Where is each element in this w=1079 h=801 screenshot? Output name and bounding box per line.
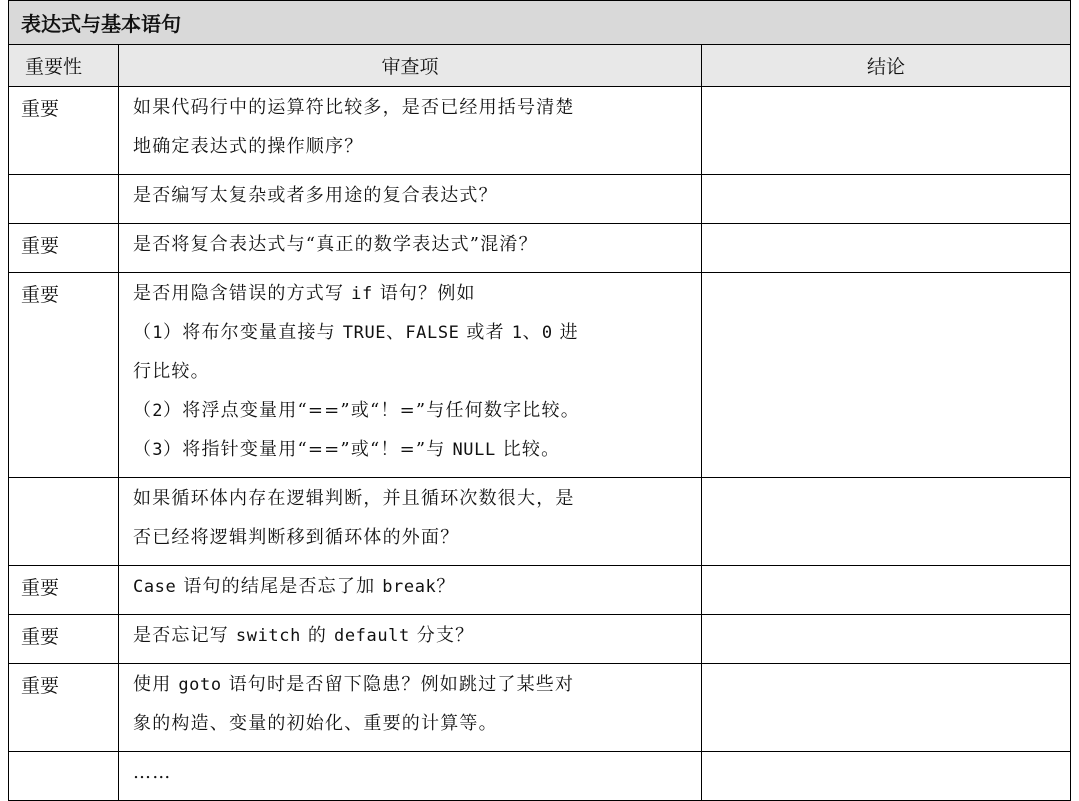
- header-importance: 重要性: [9, 45, 119, 87]
- conclusion-cell[interactable]: [702, 566, 1071, 615]
- review-item-line: 是否将复合表达式与“真正的数学表达式”混淆？: [133, 234, 538, 255]
- review-item-line: 地确定表达式的操作顺序？: [133, 136, 364, 157]
- table-row: [9, 566, 1071, 615]
- conclusion-cell[interactable]: [702, 615, 1071, 664]
- header-row: [9, 45, 1071, 87]
- importance-cell: [9, 175, 119, 224]
- section-title-row: [9, 1, 1071, 45]
- importance-cell: [9, 478, 119, 566]
- importance-cell: [9, 752, 119, 801]
- review-item-line: 否已经将逻辑判断移到循环体的外面？: [133, 527, 460, 548]
- table-row: [9, 175, 1071, 224]
- conclusion-cell[interactable]: [702, 224, 1071, 273]
- review-item-line: 如果代码行中的运算符比较多，是否已经用括号清楚: [133, 97, 575, 118]
- importance-cell: 重要: [9, 224, 119, 273]
- conclusion-cell[interactable]: [702, 273, 1071, 478]
- header-conclusion: 结论: [702, 45, 1071, 87]
- code-review-table: [8, 0, 1071, 801]
- conclusion-cell[interactable]: [702, 478, 1071, 566]
- header-review-item: 审查项: [119, 45, 702, 87]
- review-item-cell: [119, 273, 702, 478]
- conclusion-cell[interactable]: [702, 664, 1071, 752]
- review-item-line: ……: [133, 762, 172, 783]
- conclusion-cell[interactable]: [702, 752, 1071, 801]
- importance-cell: 重要: [9, 87, 119, 175]
- review-item-line: 是否忘记写 switch 的 default 分支？: [133, 625, 475, 646]
- review-item-cell: [119, 224, 702, 273]
- review-item-cell: [119, 615, 702, 664]
- review-item-line: Case 语句的结尾是否忘了加 break？: [133, 576, 456, 597]
- importance-cell: 重要: [9, 566, 119, 615]
- table-row: [9, 478, 1071, 566]
- review-item-line: （2）将浮点变量用“==”或“！=”与任何数字比较。: [133, 400, 580, 421]
- table-row: [9, 615, 1071, 664]
- review-item-cell: [119, 566, 702, 615]
- review-item-cell: [119, 87, 702, 175]
- conclusion-cell[interactable]: [702, 87, 1071, 175]
- conclusion-cell[interactable]: [702, 175, 1071, 224]
- section-title: 表达式与基本语句: [9, 1, 1071, 45]
- review-item-line: 如果循环体内存在逻辑判断，并且循环次数很大，是: [133, 488, 575, 509]
- review-item-line: 是否编写太复杂或者多用途的复合表达式？: [133, 185, 498, 206]
- table-row: [9, 752, 1071, 801]
- review-item-line: 是否用隐含错误的方式写 if 语句？例如: [133, 283, 476, 304]
- table-row: [9, 87, 1071, 175]
- review-item-line: 使用 goto 语句时是否留下隐患？例如跳过了某些对: [133, 674, 575, 695]
- review-item-line: （3）将指针变量用“==”或“！=”与 NULL 比较。: [133, 439, 561, 460]
- importance-cell: 重要: [9, 664, 119, 752]
- table-row: [9, 224, 1071, 273]
- review-item-cell: [119, 664, 702, 752]
- review-item-cell: [119, 752, 702, 801]
- review-item-line: （1）将布尔变量直接与 TRUE、FALSE 或者 1、0 进: [133, 322, 579, 343]
- review-item-cell: [119, 478, 702, 566]
- importance-cell: 重要: [9, 273, 119, 478]
- importance-cell: 重要: [9, 615, 119, 664]
- review-item-line: 象的构造、变量的初始化、重要的计算等。: [133, 713, 498, 734]
- table-row: [9, 664, 1071, 752]
- table-row: [9, 273, 1071, 478]
- review-item-line: 行比较。: [133, 361, 210, 382]
- review-item-cell: [119, 175, 702, 224]
